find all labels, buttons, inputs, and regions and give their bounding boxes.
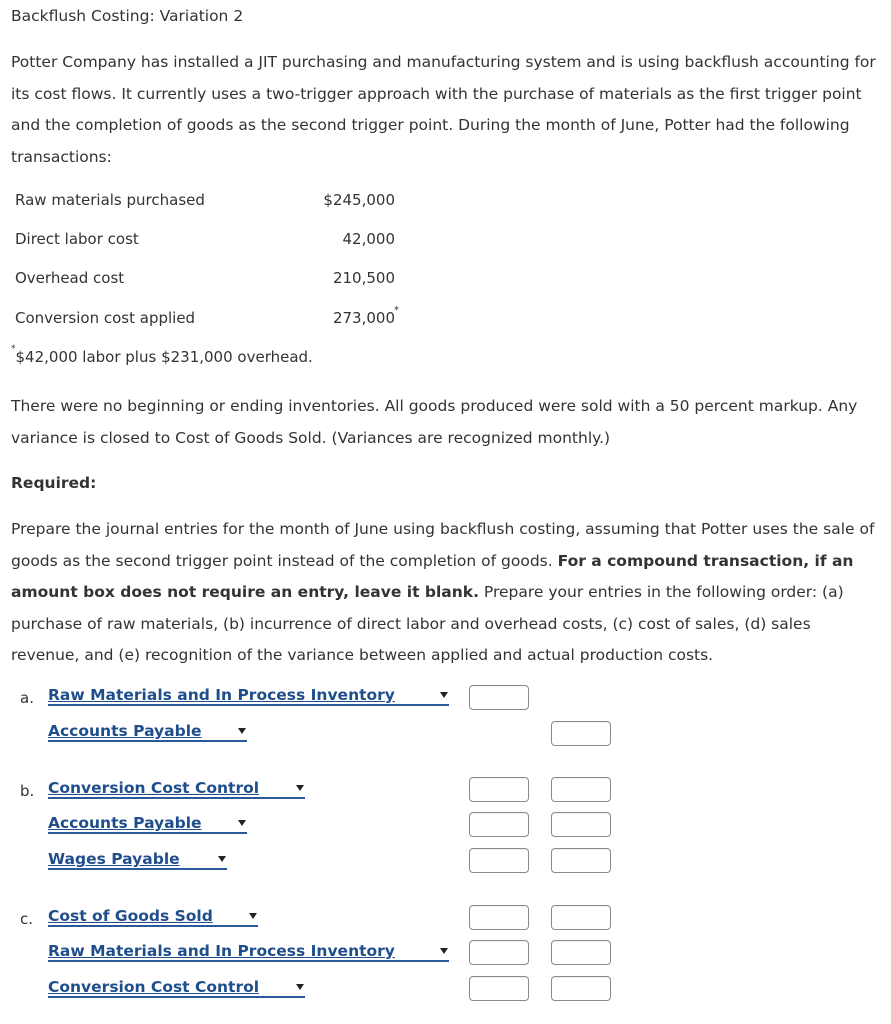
debit-amount-input[interactable]	[469, 905, 529, 930]
required-label: Required:	[11, 474, 97, 492]
account-dropdown[interactable]	[48, 722, 247, 742]
chevron-down-icon	[440, 692, 448, 698]
page-title: Backflush Costing: Variation 2	[11, 7, 244, 25]
chevron-down-icon	[249, 913, 257, 919]
credit-amount-input[interactable]	[551, 940, 611, 965]
debit-amount-input[interactable]	[469, 940, 529, 965]
dropdown-value: Cost of Goods Sold	[48, 907, 213, 925]
transaction-value: 273,000	[332, 309, 395, 327]
account-dropdown[interactable]	[48, 907, 258, 927]
debit-amount-input[interactable]	[469, 848, 529, 873]
chevron-down-icon	[440, 948, 448, 954]
credit-amount-input[interactable]	[551, 976, 611, 1001]
transaction-value: 210,500	[332, 269, 395, 287]
dropdown-value: Wages Payable	[48, 850, 180, 868]
debit-amount-input[interactable]	[469, 777, 529, 802]
footnote-text: $42,000 labor plus $231,000 overhead.	[15, 348, 313, 366]
transaction-value: 42,000	[342, 230, 395, 248]
transaction-value: $245,000	[323, 191, 395, 209]
intro-paragraph: Potter Company has installed a JIT purchasing and manufacturing system and is using backflush accounting for its cost flows. It currently uses a two-trigger approach with the purchase of materials as the first trigger point and the completion of goods as the second trigger point. During the month of June, Potter had the following transactions:	[11, 53, 876, 166]
credit-amount-input[interactable]	[551, 777, 611, 802]
dropdown-value: Raw Materials and In Process Inventory	[48, 686, 395, 704]
variance-paragraph: There were no beginning or ending inventories. All goods produced were sold with a 50 percent markup. Any variance is closed to Cost of Goods Sold. (Variances are recognized monthly.)	[11, 397, 858, 447]
footnote-mark: *	[11, 344, 16, 354]
instructions-text-2: Prepare your entries in the following order: (a) purchase of raw materials, (b) incurrence of direct labor and overhead costs, (c) cost of sales, (d) sales revenue, and (e) recognition of the variance between applied and actual production costs.	[11, 583, 844, 664]
credit-amount-input[interactable]	[551, 905, 611, 930]
chevron-down-icon	[238, 728, 246, 734]
account-dropdown[interactable]	[48, 779, 305, 799]
dropdown-value: Accounts Payable	[48, 722, 202, 740]
debit-amount-input[interactable]	[469, 812, 529, 837]
credit-amount-input[interactable]	[551, 812, 611, 837]
chevron-down-icon	[296, 785, 304, 791]
debit-amount-input[interactable]	[469, 685, 529, 710]
dropdown-value: Raw Materials and In Process Inventory	[48, 942, 395, 960]
account-dropdown[interactable]	[48, 814, 247, 834]
credit-amount-input[interactable]	[551, 848, 611, 873]
dropdown-value: Accounts Payable	[48, 814, 202, 832]
instructions-paragraph	[11, 514, 883, 672]
account-dropdown[interactable]	[48, 686, 449, 706]
credit-amount-input[interactable]	[551, 721, 611, 746]
transaction-label: Conversion cost applied	[15, 309, 196, 327]
entry-letter: b.	[20, 782, 35, 800]
transaction-value-cell	[333, 309, 395, 327]
entry-letter: c.	[20, 910, 34, 928]
instructions-bold: For a compound transaction, if an amount box does not require an entry, leave it blank.	[11, 551, 854, 601]
account-dropdown[interactable]	[48, 850, 227, 870]
transaction-label: Raw materials purchased	[15, 191, 205, 209]
footnote	[11, 344, 313, 366]
account-dropdown[interactable]	[48, 942, 449, 962]
chevron-down-icon	[218, 856, 226, 862]
transaction-label: Overhead cost	[15, 269, 125, 287]
dropdown-value: Conversion Cost Control	[48, 978, 260, 996]
entry-letter: a.	[20, 689, 34, 707]
dropdown-value: Conversion Cost Control	[48, 779, 260, 797]
transaction-label: Direct labor cost	[15, 230, 139, 248]
debit-amount-input[interactable]	[469, 976, 529, 1001]
instructions-text: Prepare the journal entries for the month of June using backflush costing, assuming that Potter uses the sale of goods as the second trigger point instead of the completion of goods.	[11, 520, 875, 570]
asterisk-mark: *	[394, 305, 399, 316]
chevron-down-icon	[296, 984, 304, 990]
chevron-down-icon	[238, 820, 246, 826]
account-dropdown[interactable]	[48, 978, 305, 998]
